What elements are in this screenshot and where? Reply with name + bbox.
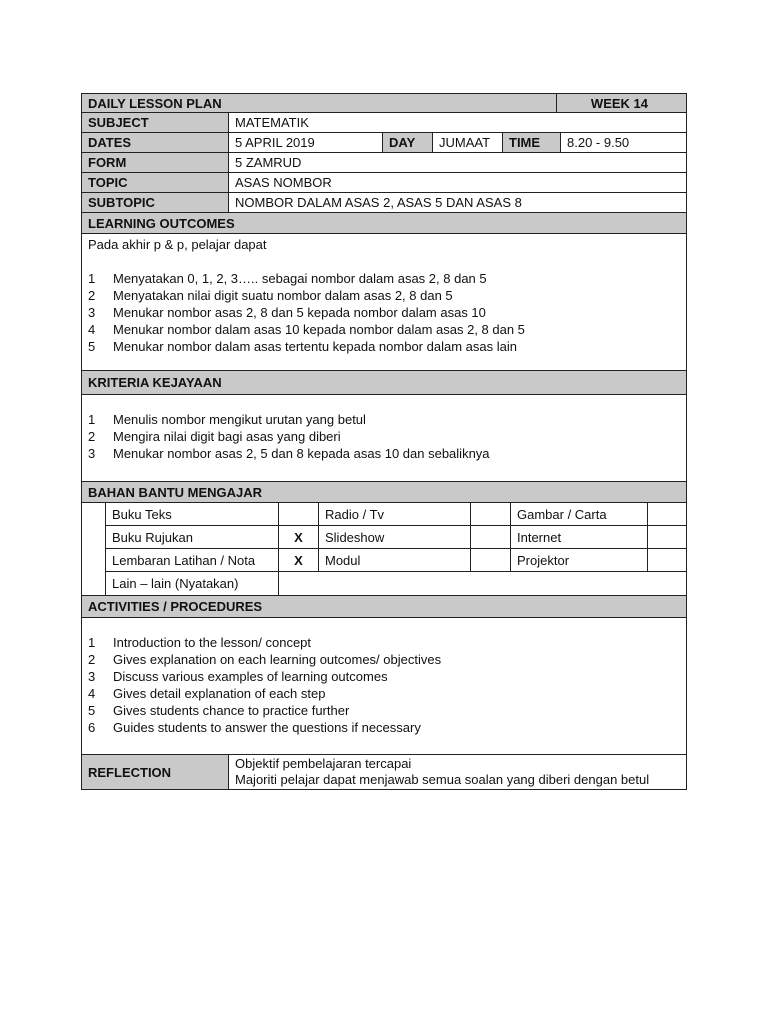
form-label: FORM xyxy=(82,153,228,172)
list-text: Gives students chance to practice further xyxy=(113,703,350,718)
reflection-line: Majoriti pelajar dapat menjawab semua soalan yang diberi dengan betul xyxy=(235,772,650,787)
bahan-grid xyxy=(82,503,686,595)
form-value: 5 ZAMRUD xyxy=(228,153,686,172)
check-mark: X xyxy=(278,526,318,548)
list-number: 4 xyxy=(88,322,96,337)
check-mark xyxy=(470,526,510,548)
table-row xyxy=(106,503,686,526)
list-number: 3 xyxy=(88,305,96,320)
table-cell: Lembaran Latihan / Nota xyxy=(112,552,256,568)
list-item xyxy=(88,668,680,685)
kriteria-body xyxy=(82,395,686,481)
table-cell: Buku Teks xyxy=(112,506,172,522)
dates-value: 5 APRIL 2019 xyxy=(228,133,382,152)
page-title: DAILY LESSON PLAN xyxy=(82,94,556,112)
week-label: WEEK 14 xyxy=(556,94,686,112)
list-number: 2 xyxy=(88,652,96,667)
learning-outcomes-body xyxy=(82,234,686,370)
check-mark xyxy=(470,549,510,571)
list-text: Menukar nombor asas 2, 8 dan 5 kepada nombor dalam asas 10 xyxy=(113,305,486,320)
list-text: Menukar nombor dalam asas tertentu kepada nombor dalam asas lain xyxy=(113,339,517,354)
topic-row xyxy=(81,173,687,193)
check-mark xyxy=(647,549,686,571)
table-cell-empty xyxy=(278,572,686,595)
learning-outcomes-title: LEARNING OUTCOMES xyxy=(82,213,686,234)
list-text: Menyatakan nilai digit suatu nombor dalam asas 2, 8 dan 5 xyxy=(113,288,453,303)
reflection-content xyxy=(228,755,686,789)
activities-section xyxy=(81,596,687,755)
subject-value: MATEMATIK xyxy=(228,113,686,132)
list-text: Guides students to answer the questions if necessary xyxy=(113,720,421,735)
table-cell: Lain – lain (Nyatakan) xyxy=(112,576,239,591)
check-mark xyxy=(470,503,510,525)
check-mark xyxy=(278,503,318,525)
bahan-section xyxy=(81,482,687,596)
list-number: 2 xyxy=(88,288,96,303)
bahan-table xyxy=(106,503,686,595)
list-text: Introduction to the lesson/ concept xyxy=(113,635,312,650)
list-number: 4 xyxy=(88,686,96,701)
list-text: Menyatakan 0, 1, 2, 3….. sebagai nombor dalam asas 2, 8 dan 5 xyxy=(113,271,487,286)
list-item xyxy=(88,287,680,304)
reflection-label: REFLECTION xyxy=(82,755,228,789)
list-number: 1 xyxy=(88,635,96,650)
subject-label: SUBJECT xyxy=(82,113,228,132)
table-cell: Radio / Tv xyxy=(318,503,470,525)
bahan-title: BAHAN BANTU MENGAJAR xyxy=(82,482,686,503)
table-cell: Projektor xyxy=(510,549,647,571)
list-item xyxy=(88,445,680,462)
list-item xyxy=(88,651,680,668)
list-number: 1 xyxy=(88,412,96,427)
subject-row xyxy=(81,113,687,133)
list-text: Menulis nombor mengikut urutan yang betul xyxy=(113,412,366,427)
table-cell: Buku Rujukan xyxy=(112,529,193,545)
time-value: 8.20 - 9.50 xyxy=(560,133,686,152)
list-number: 3 xyxy=(88,446,96,461)
subtopic-row xyxy=(81,193,687,213)
list-text: Mengira nilai digit bagi asas yang diberi xyxy=(113,429,341,444)
list-text: Gives explanation on each learning outcomes/ objectives xyxy=(113,652,442,667)
check-mark xyxy=(647,526,686,548)
learning-outcomes-intro: Pada akhir p & p, pelajar dapat xyxy=(88,237,267,252)
list-text: Discuss various examples of learning outcomes xyxy=(113,669,388,684)
list-number: 5 xyxy=(88,339,96,354)
list-text: Gives detail explanation of each step xyxy=(113,686,326,701)
time-label: TIME xyxy=(502,133,560,152)
reflection-row xyxy=(81,755,687,790)
topic-label: TOPIC xyxy=(82,173,228,192)
header-row xyxy=(81,93,687,113)
table-cell: Modul xyxy=(318,549,470,571)
list-item xyxy=(88,428,680,445)
list-number: 5 xyxy=(88,703,96,718)
list-item xyxy=(88,685,680,702)
dates-label: DATES xyxy=(82,133,228,152)
topic-value: ASAS NOMBOR xyxy=(228,173,686,192)
list-item xyxy=(88,634,680,651)
table-cell: Gambar / Carta xyxy=(510,503,647,525)
subtopic-label: SUBTOPIC xyxy=(82,193,228,212)
kriteria-title: KRITERIA KEJAYAAN xyxy=(82,371,686,395)
check-mark xyxy=(647,503,686,525)
list-number: 3 xyxy=(88,669,96,684)
list-item xyxy=(88,321,680,338)
list-item xyxy=(88,702,680,719)
table-cell: Slideshow xyxy=(318,526,470,548)
form-row xyxy=(81,153,687,173)
table-row xyxy=(106,572,686,595)
list-item xyxy=(88,719,680,736)
dates-row xyxy=(81,133,687,153)
activities-body xyxy=(82,618,686,754)
list-text: Menukar nombor asas 2, 5 dan 8 kepada asas 10 dan sebaliknya xyxy=(113,446,490,461)
lesson-plan-sheet xyxy=(81,93,687,790)
list-item xyxy=(88,338,680,355)
list-number: 6 xyxy=(88,720,96,735)
list-item xyxy=(88,270,680,287)
learning-outcomes-section xyxy=(81,213,687,371)
activities-title: ACTIVITIES / PROCEDURES xyxy=(82,596,686,618)
day-label: DAY xyxy=(382,133,432,152)
list-text: Menukar nombor dalam asas 10 kepada nombor dalam asas 2, 8 dan 5 xyxy=(113,322,525,337)
list-item xyxy=(88,411,680,428)
table-cell: Internet xyxy=(510,526,647,548)
bahan-indent xyxy=(82,503,106,595)
list-item xyxy=(88,304,680,321)
list-number: 1 xyxy=(88,271,96,286)
table-row xyxy=(106,526,686,549)
kriteria-section xyxy=(81,371,687,482)
reflection-line: Objektif pembelajaran tercapai xyxy=(235,756,412,771)
subtopic-value: NOMBOR DALAM ASAS 2, ASAS 5 DAN ASAS 8 xyxy=(228,193,686,212)
day-value: JUMAAT xyxy=(432,133,502,152)
check-mark: X xyxy=(278,549,318,571)
list-number: 2 xyxy=(88,429,96,444)
table-row xyxy=(106,549,686,572)
